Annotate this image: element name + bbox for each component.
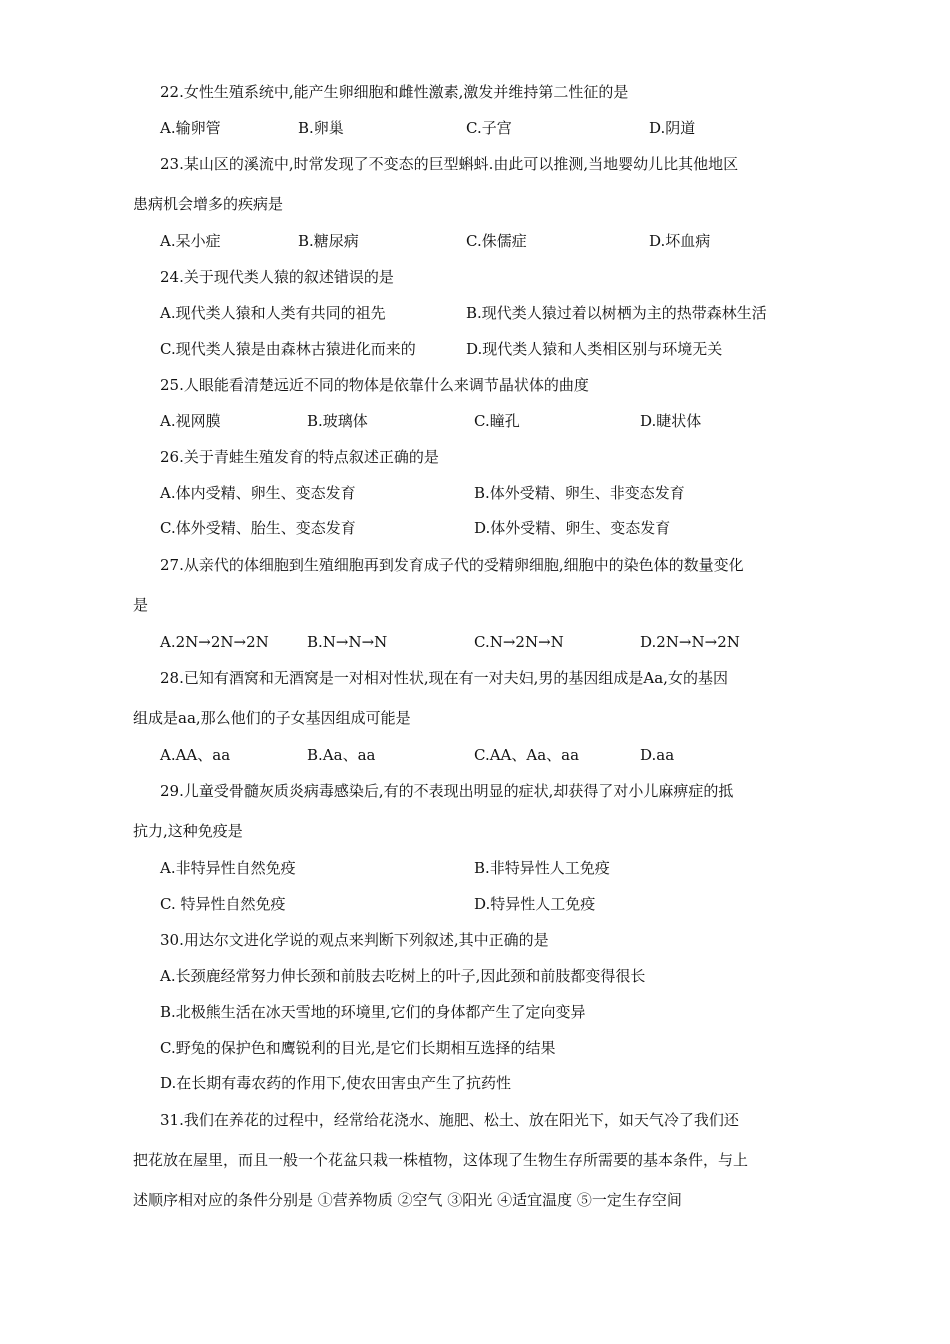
option-d: D.aa <box>640 746 675 764</box>
option-b: B.卵巢 <box>298 119 344 137</box>
question-23: 23.某山区的溪流中,时常发现了不变态的巨型蝌蚪.由此可以推测,当地婴幼儿比其他地区 <box>160 155 739 173</box>
option-c: C.野兔的保护色和鹰锐利的目光,是它们长期相互选择的结果 <box>160 1039 556 1057</box>
option-d: D.2N→N→2N <box>640 633 740 651</box>
question-31-continued: 述顺序相对应的条件分别是 ①营养物质 ②空气 ③阳光 ④适宜温度 ⑤一定生存空间 <box>133 1191 682 1209</box>
question-30: 30.用达尔文进化学说的观点来判断下列叙述,其中正确的是 <box>160 931 549 949</box>
option-d: D.现代类人猿和人类相区别与环境无关 <box>466 340 723 358</box>
option-d: D.坏血病 <box>649 232 711 250</box>
option-c: C.瞳孔 <box>474 412 520 430</box>
question-29: 29.儿童受骨髓灰质炎病毒感染后,有的不表现出明显的症状,却获得了对小儿麻痹症的抵 <box>160 782 734 800</box>
option-b: B.Aa、aa <box>307 746 376 764</box>
question-27: 27.从亲代的体细胞到生殖细胞再到发育成子代的受精卵细胞,细胞中的染色体的数量变化 <box>160 556 744 574</box>
question-25: 25.人眼能看清楚远近不同的物体是依靠什么来调节晶状体的曲度 <box>160 376 589 394</box>
question-23-continued: 患病机会增多的疾病是 <box>133 195 284 213</box>
option-c: C.体外受精、胎生、变态发育 <box>160 519 356 537</box>
option-c: C.侏儒症 <box>466 232 527 250</box>
question-31-continued: 把花放在屋里，而且一般一个花盆只栽一株植物，这体现了生物生存所需要的基本条件，与上 <box>133 1151 749 1169</box>
option-d: D.睫状体 <box>640 412 702 430</box>
question-31: 31.我们在养花的过程中，经常给花浇水、施肥、松土、放在阳光下，如天气冷了我们还 <box>160 1111 739 1129</box>
option-c: C.AA、Aa、aa <box>474 746 580 764</box>
question-27-continued: 是 <box>133 596 149 614</box>
option-c: C.N→2N→N <box>474 633 564 651</box>
question-29-continued: 抗力,这种免疫是 <box>133 822 243 840</box>
option-d: D.体外受精、卵生、变态发育 <box>474 519 671 537</box>
question-22: 22.女性生殖系统中,能产生卵细胞和雌性激素,激发并维持第二性征的是 <box>160 83 629 101</box>
option-d: D.特异性人工免疫 <box>474 895 596 913</box>
option-a: A.2N→2N→2N <box>160 633 269 651</box>
question-28-continued: 组成是aa,那么他们的子女基因组成可能是 <box>133 709 411 727</box>
option-c: C. 特异性自然免疫 <box>160 895 286 913</box>
option-a: A.非特异性自然免疫 <box>160 859 296 877</box>
option-d: D.在长期有毒农药的作用下,使农田害虫产生了抗药性 <box>160 1074 512 1092</box>
option-b: B.N→N→N <box>307 633 388 651</box>
question-26: 26.关于青蛙生殖发育的特点叙述正确的是 <box>160 448 439 466</box>
option-a: A.AA、aa <box>160 746 231 764</box>
option-b: B.现代类人猿过着以树栖为主的热带森林生活 <box>466 304 767 322</box>
option-a: A.长颈鹿经常努力伸长颈和前肢去吃树上的叶子,因此颈和前肢都变得很长 <box>160 967 646 985</box>
option-b: B.玻璃体 <box>307 412 368 430</box>
option-a: A.体内受精、卵生、变态发育 <box>160 484 356 502</box>
option-a: A.呆小症 <box>160 232 221 250</box>
option-a: A.输卵管 <box>160 119 221 137</box>
option-b: B.体外受精、卵生、非变态发育 <box>474 484 685 502</box>
option-b: B.北极熊生活在冰天雪地的环境里,它们的身体都产生了定向变异 <box>160 1003 586 1021</box>
question-28: 28.已知有酒窝和无酒窝是一对相对性状,现在有一对夫妇,男的基因组成是Aa,女的基因 <box>160 669 728 687</box>
option-c: C.现代类人猿是由森林古猿进化而来的 <box>160 340 416 358</box>
option-a: A.现代类人猿和人类有共同的祖先 <box>160 304 386 322</box>
option-b: B.糖尿病 <box>298 232 359 250</box>
question-24: 24.关于现代类人猿的叙述错误的是 <box>160 268 394 286</box>
option-a: A.视网膜 <box>160 412 221 430</box>
option-d: D.阴道 <box>649 119 696 137</box>
option-b: B.非特异性人工免疫 <box>474 859 610 877</box>
option-c: C.子宫 <box>466 119 512 137</box>
